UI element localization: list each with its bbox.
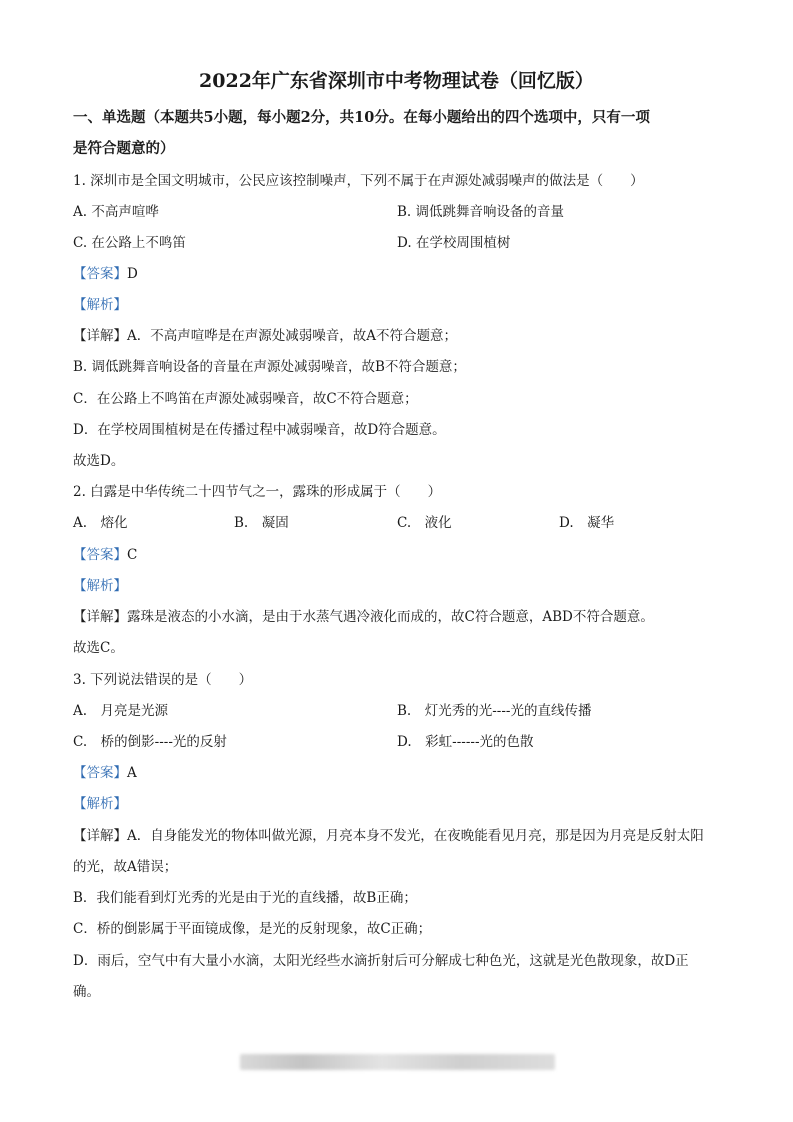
q1-detail-line: C．在公路上不鸣笛在声源处减弱噪音，故C不符合题意； (73, 391, 418, 407)
q3-detail-line: 的光，故A错误； (73, 859, 178, 875)
q1-option-d: D. 在学校周围植树 (397, 235, 511, 251)
q3-detail-line: D．雨后，空气中有大量小水滴，太阳光经些水滴折射后可分解成七种色光，这就是光色散现象，故D正 (73, 953, 689, 969)
q2-answer-row (73, 545, 137, 565)
q1-detail-line: B. 调低跳舞音响设备的音量在声源处减弱噪音，故B不符合题意； (73, 359, 466, 375)
q3-option-b: B. 灯光秀的光----光的直线传播 (397, 703, 592, 719)
q3-detail-line: 确。 (73, 984, 100, 1000)
answer-label: 【答案】 (73, 765, 127, 781)
q2-answer: C (127, 547, 138, 563)
q1-question: 1. 深圳市是全国文明城市，公民应该控制噪声，下列不属于在声源处减弱噪声的做法是（ ） (73, 173, 644, 189)
q1-analysis-label: 【解析】 (73, 297, 127, 313)
q3-answer-row (73, 763, 137, 783)
q3-answer: A (127, 765, 137, 781)
q2-option-a: A. 熔化 (73, 515, 128, 531)
q2-option-b: B. 凝固 (234, 515, 289, 531)
q3-option-d: D. 彩虹------光的色散 (397, 734, 534, 750)
q3-question: 3. 下列说法错误的是（ ） (73, 672, 253, 688)
q2-option-c: C. 液化 (397, 515, 452, 531)
detail-label: 【详解】 (73, 828, 127, 844)
q3-option-c: C. 桥的倒影----光的反射 (73, 734, 227, 750)
q1-option-c: C. 在公路上不鸣笛 (73, 235, 186, 251)
q2-analysis-label: 【解析】 (73, 578, 127, 594)
q1-option-a: A. 不高声喧哗 (73, 204, 159, 220)
q1-detail-line: D．在学校周围植树是在传播过程中减弱噪音，故D符合题意。 (73, 422, 446, 438)
document-title: 2022年广东省深圳市中考物理试卷（回忆版） (199, 70, 594, 92)
q2-detail-line: 露珠是液态的小水滴，是由于水蒸气遇冷液化而成的，故C符合题意，ABD不符合题意。 (127, 609, 654, 625)
detail-label: 【详解】 (73, 328, 127, 344)
q3-option-a: A. 月亮是光源 (73, 703, 169, 719)
blurred-footer-watermark (240, 1054, 555, 1070)
q2-question: 2. 白露是中华传统二十四节气之一，露珠的形成属于（ ） (73, 484, 442, 500)
q3-analysis-label: 【解析】 (73, 796, 127, 812)
q2-option-d: D. 凝华 (559, 515, 615, 531)
q3-detail-line: B．我们能看到灯光秀的光是由于光的直线播，故B正确； (73, 890, 417, 906)
answer-label: 【答案】 (73, 266, 127, 282)
section-heading-line1: 一、单选题（本题共5小题，每小题2分，共10分。在每小题给出的四个选项中，只有一项 (73, 109, 650, 126)
q1-conclusion: 故选D。 (73, 453, 125, 469)
q2-conclusion: 故选C。 (73, 640, 124, 656)
q1-answer-row (73, 264, 138, 284)
detail-label: 【详解】 (73, 609, 127, 625)
q3-detail-line: C．桥的倒影属于平面镜成像，是光的反射现象，故C正确； (73, 921, 432, 937)
q1-detail-line: A．不高声喧哗是在声源处减弱噪音，故A不符合题意； (127, 328, 457, 344)
q1-option-b: B. 调低跳舞音响设备的音量 (397, 204, 565, 220)
q3-detail-line: A．自身能发光的物体叫做光源，月亮本身不发光，在夜晚能看见月亮，那是因为月亮是反射太阳 (127, 828, 704, 844)
section-heading-line2: 是符合题意的） (73, 140, 175, 157)
q1-detail-row (73, 326, 457, 346)
q1-answer: D (127, 266, 138, 282)
q3-detail-row (73, 826, 704, 846)
q2-detail-row (73, 607, 654, 627)
answer-label: 【答案】 (73, 547, 127, 563)
